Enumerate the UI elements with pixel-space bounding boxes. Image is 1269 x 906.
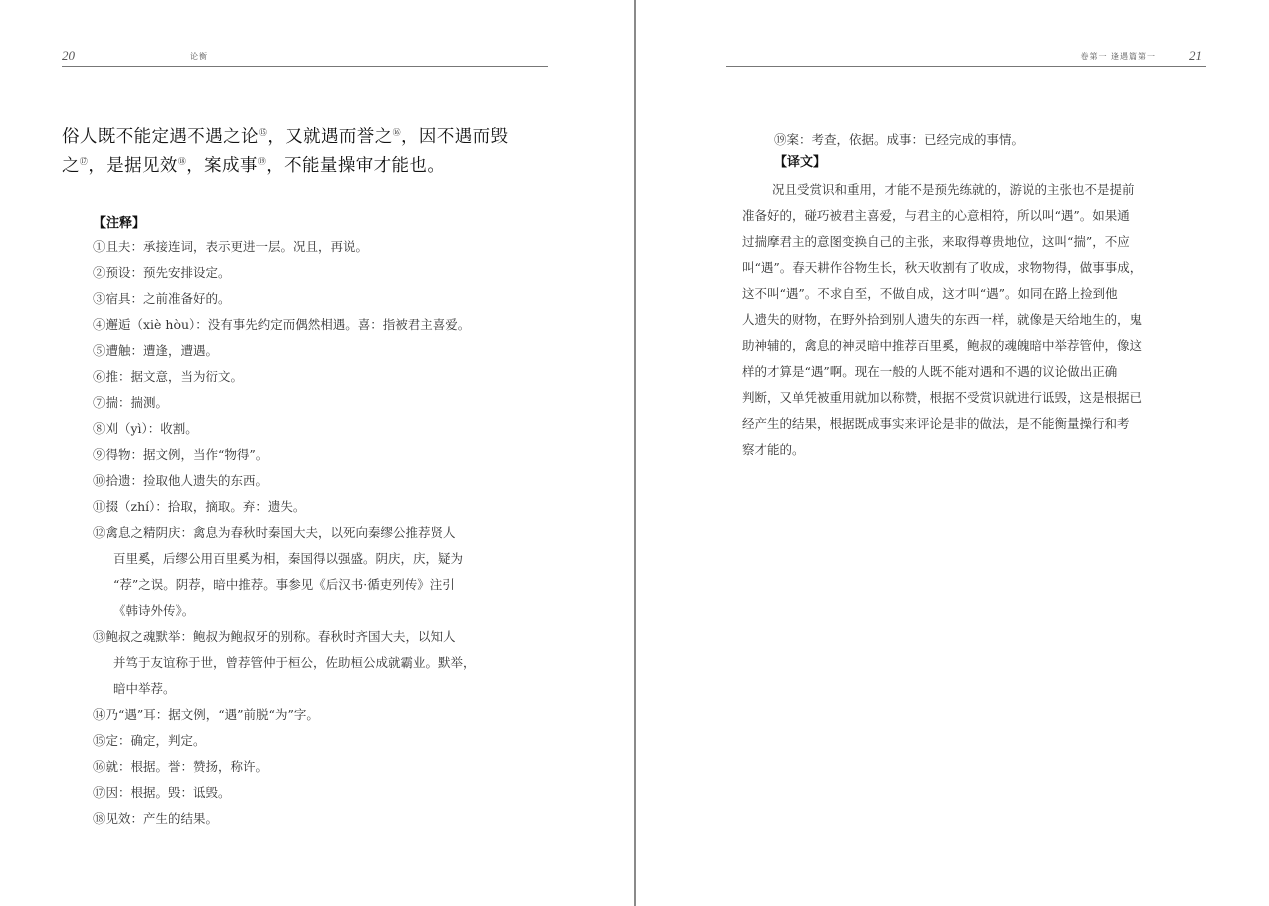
footnote-ref: ⑱ [177, 157, 187, 167]
right-page [636, 0, 1269, 906]
note-line: ④邂逅（xiè hòu）：没有事先约定而偶然相遇。喜：指被君主喜爱。 [93, 317, 471, 332]
original-text [62, 123, 534, 181]
page-number: 21 [1189, 48, 1202, 63]
note-line: ⑱见效：产生的结果。 [93, 811, 219, 826]
note-line: ⑤遭触：遭逢，遭遇。 [93, 343, 219, 358]
note-line: ③宿具：之前准备好的。 [93, 291, 231, 306]
footnote-ref: ⑲ [257, 157, 267, 167]
translation-line: 况且受赏识和重用，才能不是预先练就的，游说的主张也不是提前 [772, 182, 1135, 197]
note-line: ⑫禽息之精阴庆：禽息为春秋时秦国大夫，以死向秦缪公推荐贤人 [93, 525, 456, 540]
note-line: ⑩拾遗：捡取他人遗失的东西。 [93, 473, 269, 488]
note-19: ⑲案：考查，依据。成事：已经完成的事情。 [774, 132, 1025, 147]
original-line: 俗人既不能定遇不遇之论⑮，又就遇而誉之⑯，因不遇而毁 [62, 127, 509, 147]
note-line: 百里奚，后缪公用百里奚为相，秦国得以强盛。阴庆，庆，疑为 [113, 551, 464, 566]
original-line: 之⑰，是据见效⑱，案成事⑲，不能量操审才能也。 [62, 156, 446, 176]
note-line: ⑦揣：揣测。 [93, 395, 169, 410]
note-line: “荐”之误。阴荐，暗中推荐。事参见《后汉书·循吏列传》注引 [113, 577, 455, 592]
translation-line: 经产生的结果，根据既成事实来评论是非的做法，是不能衡量操行和考 [742, 416, 1130, 431]
note-line: ⑯就：根据。誉：赞扬，称许。 [93, 759, 269, 774]
note-line: ⑥推：据文意，当为衍文。 [93, 369, 244, 384]
note-line: ⑰因：根据。毁：诋毁。 [93, 785, 231, 800]
note-line: ⑨得物：据文例，当作“物得”。 [93, 447, 269, 462]
note-line: ⑧刈（yì）：收割。 [93, 421, 198, 436]
note-line: ②预设：预先安排设定。 [93, 265, 231, 280]
translation-line: 样的才算是“遇”啊。现在一般的人既不能对遇和不遇的议论做出正确 [742, 364, 1118, 379]
running-title: 卷第一 逢遇篇第一 [1080, 52, 1156, 61]
translation-line: 准备好的，碰巧被君主喜爱，与君主的心意相符，所以叫“遇”。如果通 [742, 208, 1130, 223]
note-line: 并笃于友谊称于世，曾荐管仲于桓公，佐助桓公成就霸业。默举， [113, 655, 476, 670]
running-title: 论衡 [190, 52, 208, 61]
translation-line: 叫“遇”。春天耕作谷物生长，秋天收割有了收成，求物物得，做事事成， [742, 260, 1143, 275]
page-number: 20 [62, 48, 75, 63]
footnote-ref: ⑯ [392, 128, 402, 138]
footnote-ref: ⑮ [258, 128, 268, 138]
right-running-head [726, 48, 1206, 67]
note-line: ⑪掇（zhí）：拾取，摘取。弃：遗失。 [93, 499, 306, 514]
note-line: 《韩诗外传》。 [113, 603, 195, 618]
note-line: ⑭乃“遇”耳：据文例，“遇”前脱“为”字。 [93, 707, 319, 722]
translation-line: 助神辅的，禽息的神灵暗中推荐百里奚，鲍叔的魂魄暗中举荐管仲，像这 [742, 338, 1143, 353]
translation-line: 人遗失的财物，在野外拾到别人遗失的东西一样，就像是天给地生的，鬼 [742, 312, 1143, 327]
translation-line: 这不叫“遇”。不求自至，不做自成，这才叫“遇”。如同在路上捡到他 [742, 286, 1118, 301]
translation-text [742, 177, 1212, 463]
notes-heading: 【注释】 [93, 216, 146, 231]
translation-line: 过揣摩君主的意图变换自己的主张，来取得尊贵地位，这叫“揣”，不应 [742, 234, 1130, 249]
notes-list [93, 234, 533, 832]
left-page [0, 0, 634, 906]
footnote-ref: ⑰ [79, 157, 89, 167]
note-line: ⑬鲍叔之魂默举：鲍叔为鲍叔牙的别称。春秋时齐国大夫，以知人 [93, 629, 456, 644]
translation-heading: 【译文】 [774, 155, 827, 170]
left-running-head [62, 48, 548, 67]
note-line: 暗中举荐。 [113, 681, 176, 696]
translation-line: 判断，又单凭被重用就加以称赞，根据不受赏识就进行诋毁，这是根据已 [742, 390, 1143, 405]
translation-line: 察才能的。 [742, 442, 805, 457]
note-line: ⑮定：确定，判定。 [93, 733, 206, 748]
note-line: ①且夫：承接连词，表示更进一层。况且，再说。 [93, 239, 369, 254]
